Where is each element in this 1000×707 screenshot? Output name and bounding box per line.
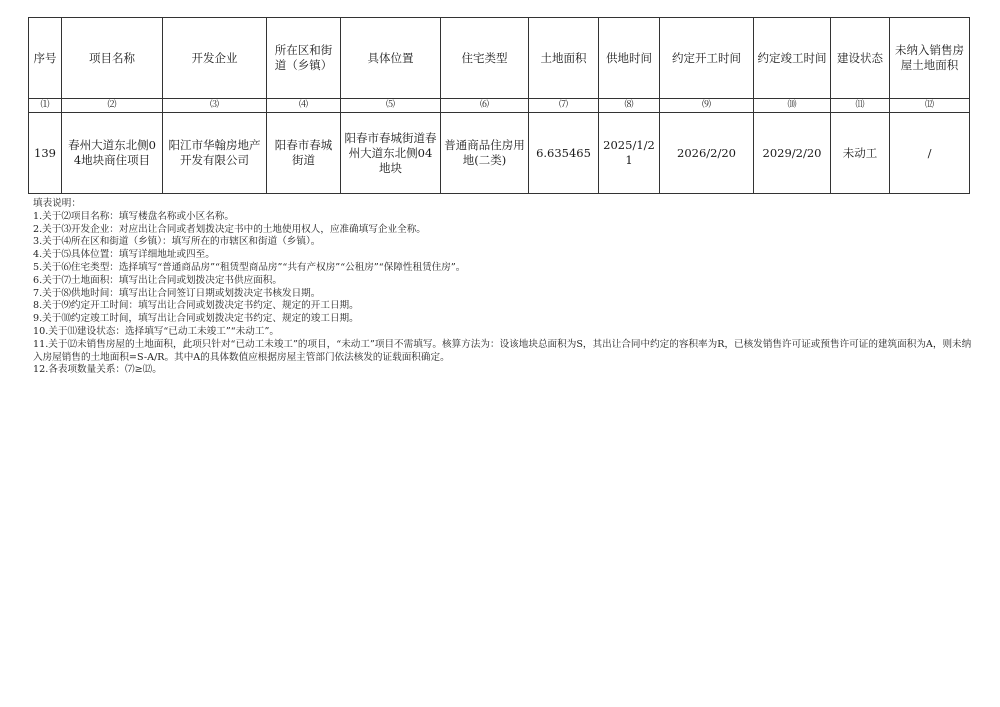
- note-item: 3.关于⑷所在区和街道（乡镇）：填写所在的市辖区和街道（乡镇）。: [33, 236, 321, 248]
- header-cell-index: 序号: [29, 18, 62, 99]
- note-item: 5.关于⑹住宅类型：选择填写“普通商品房”“租赁型商品房”“共有产权房”“公租房”“保障性租赁住房”。: [33, 261, 466, 273]
- header-cell-start-date: 约定开工时间: [660, 18, 754, 99]
- column-number-row: [29, 99, 970, 113]
- cell-unsold-area: /: [890, 113, 970, 194]
- cell-housing-type: 普通商品住房用地(二类): [441, 113, 529, 194]
- column-number: ⑶: [163, 99, 267, 113]
- header-cell-project-name: 项目名称: [62, 18, 163, 99]
- column-number: ⑻: [599, 99, 660, 113]
- cell-project-name: 春州大道东北侧04地块商住项目: [62, 113, 163, 194]
- column-number: ⑽: [754, 99, 831, 113]
- note-item: 1.关于⑵项目名称：填写楼盘名称或小区名称。: [33, 210, 235, 222]
- cell-completion-date: 2029/2/20: [754, 113, 831, 194]
- note-item: 9.关于⑽约定竣工时间，填写出让合同或划拨决定书约定、规定的竣工日期。: [33, 313, 359, 325]
- cell-start-date: 2026/2/20: [660, 113, 754, 194]
- land-supply-table: [28, 17, 970, 194]
- header-cell-land-area: 土地面积: [529, 18, 599, 99]
- note-item: 6.关于⑺土地面积：填写出让合同或划拨决定书供应面积。: [33, 274, 282, 286]
- table-header-row: [29, 18, 970, 99]
- column-number: ⑴: [29, 99, 62, 113]
- cell-district: 阳春市春城街道: [267, 113, 341, 194]
- column-number: ⑾: [831, 99, 890, 113]
- header-cell-completion-date: 约定竣工时间: [754, 18, 831, 99]
- report-sheet: [28, 17, 969, 194]
- column-number: ⑸: [341, 99, 441, 113]
- cell-supply-date: 2025/1/21: [599, 113, 660, 194]
- note-item: 11.关于⑿未销售房屋的土地面积，此项只针对“已动工未竣工”的项目，“未动工”项目不需填写。核算方法为：设该地块总面积为S，其出让合同中约定的容积率为R，已核发销售许可证或预售许可证的建筑面积为A，则未纳入房屋销售的土地面积=S-A/R。其中A的具体数值应根据房屋主管部门依法核发的证载面积确定。: [33, 338, 972, 363]
- note-item: 12.各表项数量关系：⑺≥⑿。: [33, 364, 162, 376]
- table-row: [29, 113, 970, 194]
- cell-index: 139: [29, 113, 62, 194]
- cell-location: 阳春市春城街道春州大道东北侧04地块: [341, 113, 441, 194]
- header-cell-housing-type: 住宅类型: [441, 18, 529, 99]
- column-number: ⑿: [890, 99, 970, 113]
- header-cell-status: 建设状态: [831, 18, 890, 99]
- column-number: ⑼: [660, 99, 754, 113]
- note-item: 10.关于⑾建设状态：选择填写“已动工未竣工”“未动工”。: [33, 325, 279, 337]
- column-number: ⑷: [267, 99, 341, 113]
- header-cell-location: 具体位置: [341, 18, 441, 99]
- cell-developer: 阳江市华翰房地产开发有限公司: [163, 113, 267, 194]
- header-cell-unsold-area: 未纳入销售房屋土地面积: [890, 18, 970, 99]
- notes-title: 填表说明：: [33, 198, 81, 209]
- cell-land-area: 6.635465: [529, 113, 599, 194]
- column-number: ⑺: [529, 99, 599, 113]
- note-item: 4.关于⑸具体位置：填写详细地址或四至。: [33, 249, 215, 261]
- note-item: 8.关于⑼约定开工时间：填写出让合同或划拨决定书约定、规定的开工日期。: [33, 300, 359, 312]
- note-item: 2.关于⑶开发企业：对应出让合同或者划拨决定书中的土地使用权人，应准确填写企业全称。: [33, 223, 426, 235]
- cell-status: 未动工: [831, 113, 890, 194]
- column-number: ⑵: [62, 99, 163, 113]
- header-cell-district: 所在区和街道（乡镇）: [267, 18, 341, 99]
- header-cell-developer: 开发企业: [163, 18, 267, 99]
- header-cell-supply-date: 供地时间: [599, 18, 660, 99]
- note-item: 7.关于⑻供地时间：填写出让合同签订日期或划拨决定书核发日期。: [33, 287, 321, 299]
- column-number: ⑹: [441, 99, 529, 113]
- filling-instructions: [33, 198, 978, 377]
